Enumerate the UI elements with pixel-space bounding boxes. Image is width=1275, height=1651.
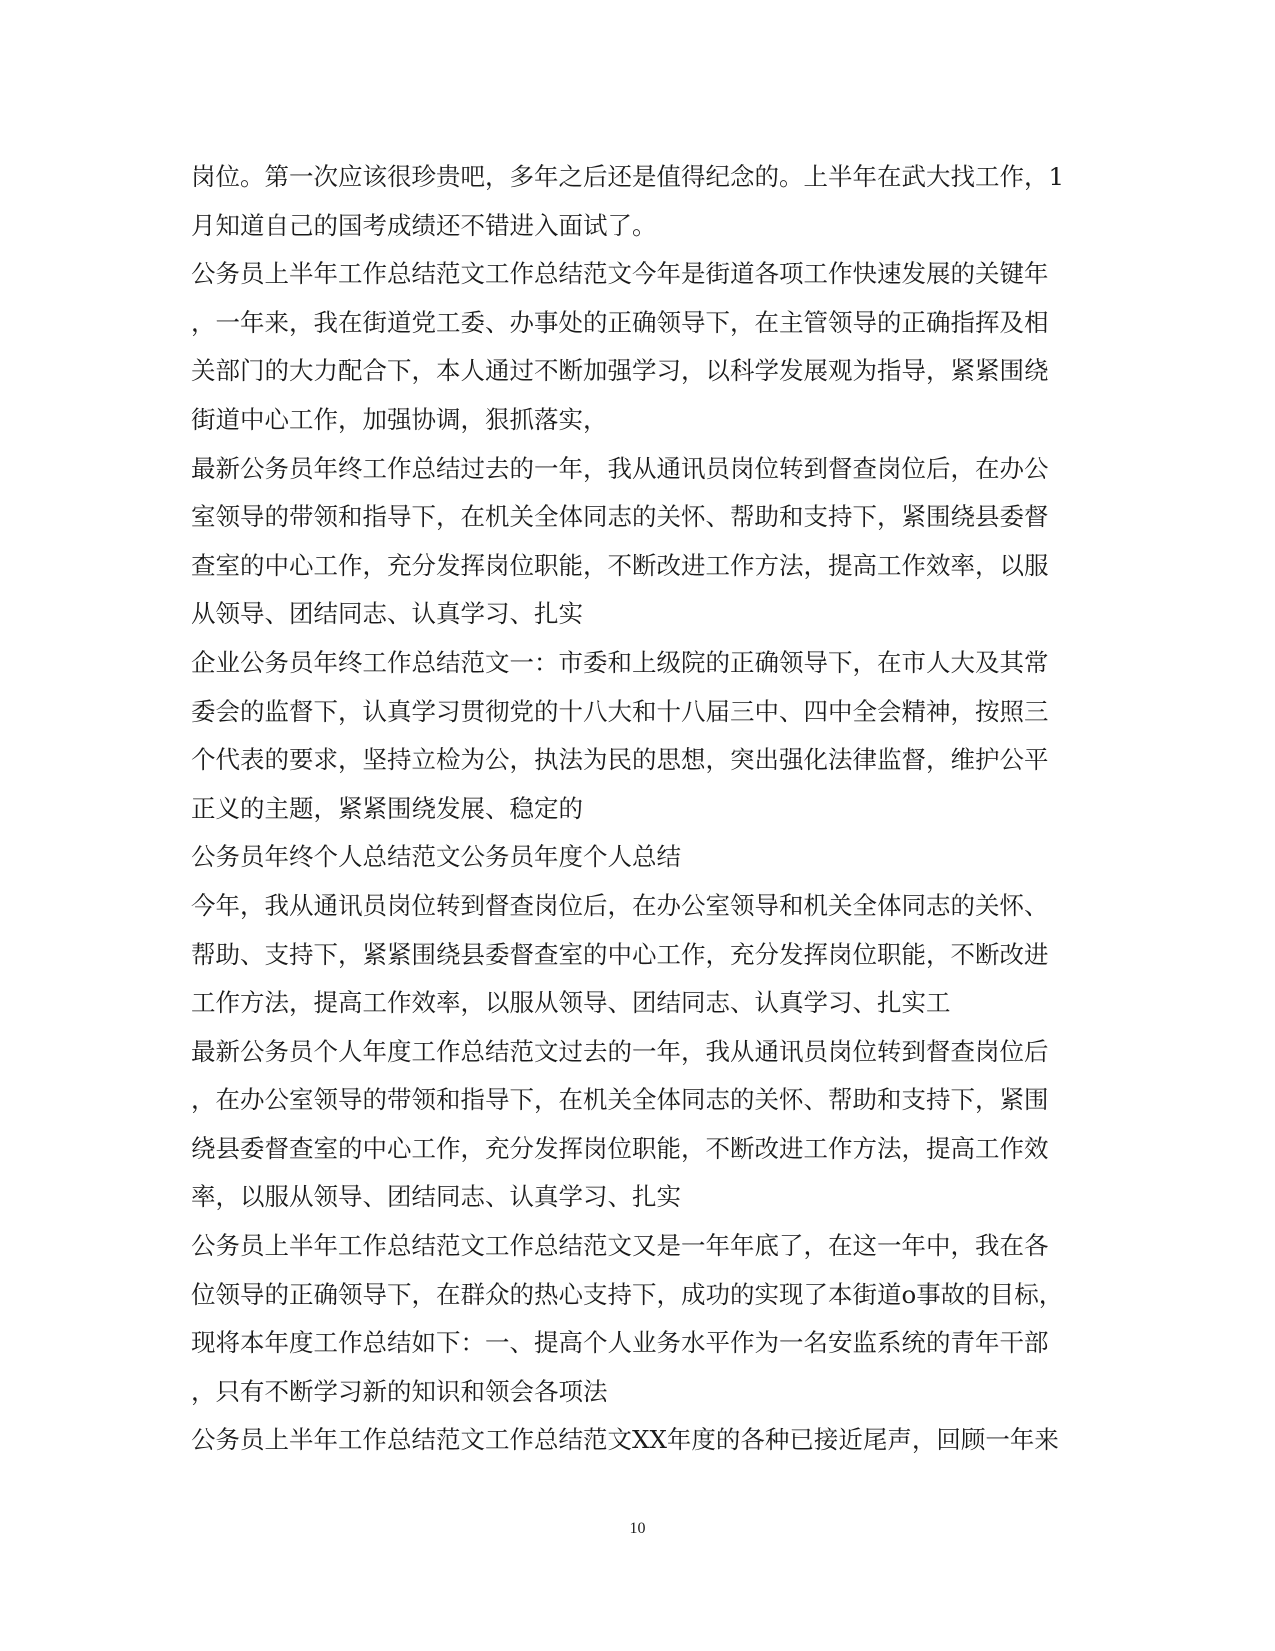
text-line: 最新公务员年终工作总结过去的一年，我从通讯员岗位转到督查岗位后，在办公 [191, 453, 1049, 483]
text-line: 委会的监督下，认真学习贯彻党的十八大和十八届三中、四中全会精神，按照三 [191, 696, 1049, 726]
text-line: 工作方法，提高工作效率，以服从领导、团结同志、认真学习、扎实工 [191, 988, 951, 1018]
text-line: 公务员上半年工作总结范文工作总结范文又是一年年底了，在这一年中，我在各 [191, 1231, 1049, 1261]
text-line: 企业公务员年终工作总结范文一：市委和上级院的正确领导下，在市人大及其常 [191, 647, 1049, 677]
text-line: 位领导的正确领导下，在群众的热心支持下，成功的实现了本街道o事故的目标， [191, 1279, 1064, 1309]
text-line: 率，以服从领导、团结同志、认真学习、扎实 [191, 1182, 681, 1212]
page-number: 10 [629, 1520, 646, 1537]
text-line: 月知道自己的国考成绩还不错进入面试了。 [191, 210, 657, 240]
body-text [191, 153, 1071, 1465]
text-line: 公务员上半年工作总结范文工作总结范文今年是街道各项工作快速发展的关键年 [191, 259, 1049, 289]
text-line: 个代表的要求，坚持立检为公，执法为民的思想，突出强化法律监督，维护公平 [191, 745, 1049, 775]
text-line: 正义的主题，紧紧围绕发展、稳定的 [191, 793, 583, 823]
text-line: 街道中心工作，加强协调，狠抓落实， [191, 404, 608, 434]
text-line: 绕县委督查室的中心工作，充分发挥岗位职能，不断改进工作方法，提高工作效 [191, 1133, 1049, 1163]
text-line: 岗位。第一次应该很珍贵吧，多年之后还是值得纪念的。上半年在武大找工作，1 [191, 162, 1065, 191]
text-line: 公务员上半年工作总结范文工作总结范文XX年度的各种已接近尾声，回顾一年来 [191, 1425, 1059, 1455]
text-line: ，在办公室领导的带领和指导下，在机关全体同志的关怀、帮助和支持下，紧围 [191, 1085, 1049, 1115]
text-line: 帮助、支持下，紧紧围绕县委督查室的中心工作，充分发挥岗位职能，不断改进 [191, 939, 1049, 969]
text-line: ，只有不断学习新的知识和领会各项法 [191, 1376, 608, 1406]
text-line: 最新公务员个人年度工作总结范文过去的一年，我从通讯员岗位转到督查岗位后 [191, 1036, 1049, 1066]
text-line: 公务员年终个人总结范文公务员年度个人总结 [191, 842, 681, 872]
text-line: 关部门的大力配合下，本人通过不断加强学习，以科学发展观为指导，紧紧围绕 [191, 356, 1049, 386]
text-line: 查室的中心工作，充分发挥岗位职能，不断改进工作方法，提高工作效率，以服 [191, 550, 1049, 580]
text-line: 今年，我从通讯员岗位转到督查岗位后，在办公室领导和机关全体同志的关怀、 [191, 890, 1049, 920]
text-line: 室领导的带领和指导下，在机关全体同志的关怀、帮助和支持下，紧围绕县委督 [191, 502, 1049, 532]
text-line: ，一年来，我在街道党工委、办事处的正确领导下，在主管领导的正确指挥及相 [191, 307, 1049, 337]
text-line: 现将本年度工作总结如下：一、提高个人业务水平作为一名安监系统的青年干部 [191, 1328, 1049, 1358]
text-line: 从领导、团结同志、认真学习、扎实 [191, 599, 583, 629]
